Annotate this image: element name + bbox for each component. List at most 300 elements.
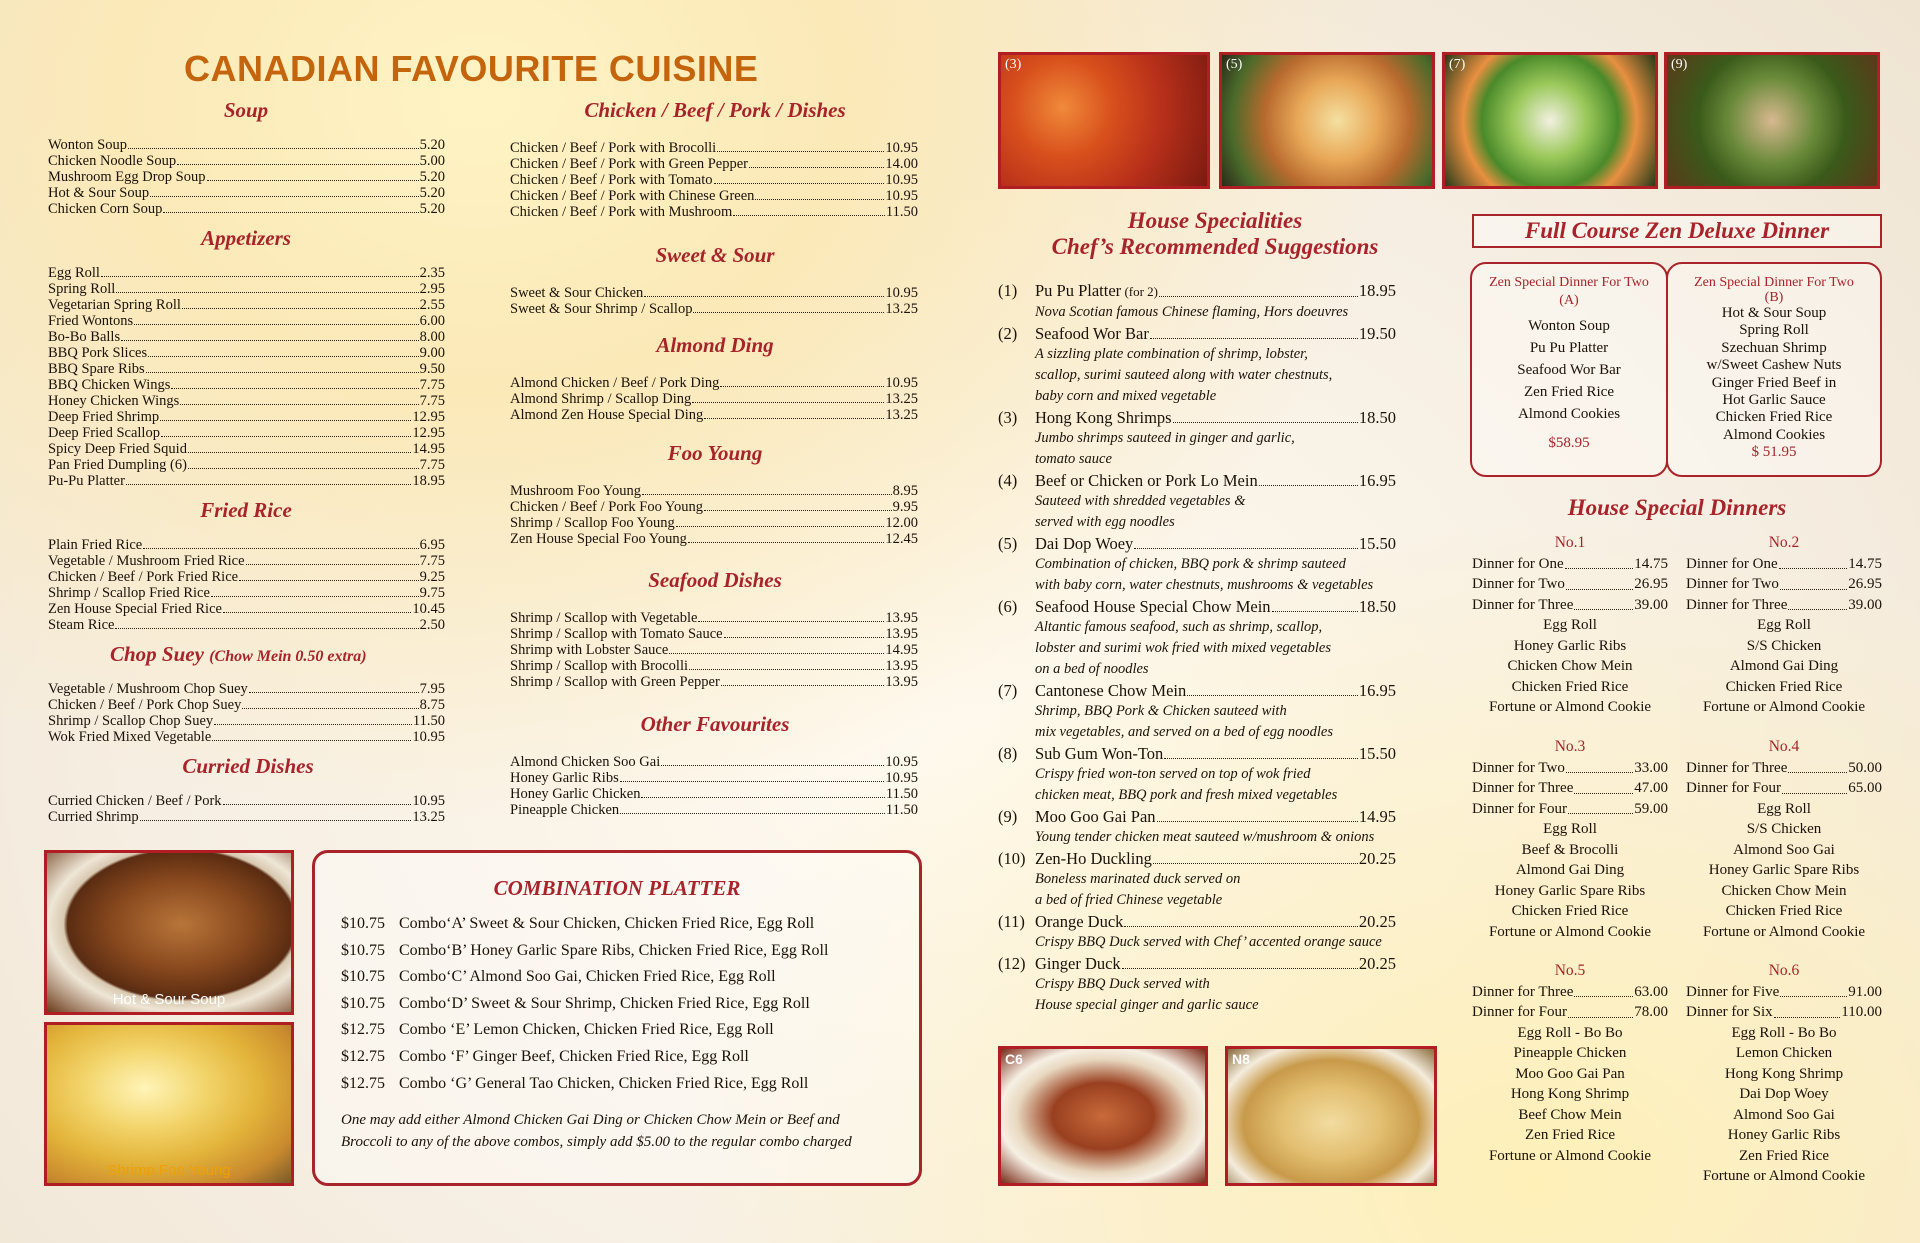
item-price: 14.95 (885, 642, 918, 658)
speciality-number: (11) (998, 912, 1025, 931)
dot-leader (620, 770, 885, 782)
dinner-item: Chicken Fried Rice (1511, 903, 1629, 919)
menu-item (510, 802, 918, 818)
combo-heading: COMBINATION PLATTER (493, 876, 741, 900)
item-price: 2.50 (419, 617, 445, 633)
dinner-item: Zen Fried Rice (1525, 1127, 1615, 1143)
item-price: 2.35 (419, 265, 445, 281)
dot-leader (246, 553, 419, 565)
dinner-price: 39.00 (1634, 596, 1668, 613)
dot-leader (214, 713, 412, 725)
speciality-number: (3) (998, 408, 1018, 427)
sweet-sour-heading: Sweet & Sour (655, 243, 775, 267)
item-price: 13.95 (885, 626, 918, 642)
dinner-no2 (1686, 533, 1882, 718)
speciality-row (998, 954, 1396, 974)
combination-platter-box (312, 850, 922, 1186)
menu-item (48, 345, 445, 361)
soup-heading: Soup (223, 98, 269, 122)
combo-price: $12.75 (341, 1074, 385, 1092)
speciality-price: 18.50 (1358, 408, 1396, 427)
menu-item (510, 515, 918, 531)
dinner-size: Dinner for Three (1472, 780, 1574, 796)
combo-desc: Combo ‘E’ Lemon Chicken, Chicken Fried Rice, Egg Roll (399, 1021, 774, 1039)
item-name: Sweet & Sour Shrimp / Scallop (510, 301, 693, 317)
speciality-row (998, 744, 1396, 764)
speciality-number: (9) (998, 807, 1018, 826)
house-dinners-heading: House Special Dinners (1567, 495, 1787, 520)
speciality-name: Pu Pu Platter (for 2) (1035, 281, 1159, 300)
item-price: 10.95 (412, 793, 445, 809)
item-price: 7.95 (419, 681, 445, 697)
photo-caption: Shrimp Foo Young (107, 1162, 231, 1179)
menu-item (48, 153, 445, 169)
dinner-size: Dinner for Four (1686, 780, 1781, 796)
item-price: 12.95 (412, 409, 445, 425)
dinner-price-row (1472, 982, 1668, 1003)
item-price: 7.75 (419, 393, 445, 409)
speciality-row (998, 849, 1396, 869)
item-price: 8.75 (419, 697, 445, 713)
dinner-size: Dinner for Five (1686, 983, 1780, 1000)
photo-7: (7) (1442, 52, 1658, 189)
dot-leader (717, 140, 884, 152)
dinner-price: 26.95 (1848, 576, 1882, 592)
dinner-price: 14.75 (1634, 555, 1668, 572)
dinner-price: 39.00 (1848, 596, 1882, 613)
item-name: Pu-Pu Platter (48, 473, 125, 489)
dot-leader (160, 409, 411, 421)
chop-suey-heading: Chop Suey (Chow Mein 0.50 extra) (110, 642, 367, 666)
menu-item (510, 188, 918, 204)
speciality-item (998, 912, 1396, 953)
menu-item (510, 301, 918, 317)
speciality-name: Seafood House Special Chow Mein (1035, 597, 1271, 616)
item-price: 11.50 (885, 802, 918, 818)
dinner-size: Dinner for One (1686, 555, 1778, 572)
dot-leader (161, 425, 411, 437)
menu-item (510, 204, 918, 220)
speciality-row (998, 912, 1396, 932)
menu-item (48, 601, 445, 617)
combo-desc: Combo‘A’ Sweet & Sour Chicken, Chicken Fried Rice, Egg Roll (399, 915, 815, 932)
item-price: 10.95 (885, 188, 918, 204)
dot-leader (676, 515, 885, 527)
photo-5: (5) (1219, 52, 1435, 189)
item-name: Shrimp / Scallop with Vegetable (510, 610, 698, 626)
shrimp-foo-young-photo (44, 1022, 294, 1186)
curried-list (48, 793, 445, 825)
speciality-number: (10) (998, 849, 1026, 868)
appetizers-heading: Appetizers (201, 226, 291, 250)
item-price: 12.00 (885, 515, 918, 531)
dot-leader (1565, 554, 1634, 570)
dot-leader (755, 188, 884, 200)
dinner-item: Pineapple Chicken (1513, 1045, 1627, 1061)
dinner-number: No.4 (1768, 738, 1800, 755)
item-name: Chicken / Beef / Pork with Mushroom (510, 204, 733, 220)
dot-leader (211, 585, 419, 597)
menu-item (510, 786, 918, 802)
combo-item (341, 938, 919, 965)
dot-leader (620, 802, 885, 814)
dot-leader (724, 626, 885, 638)
dot-leader (1782, 778, 1847, 794)
dot-leader (1574, 778, 1633, 794)
dinner-price-row (1686, 758, 1882, 779)
dot-leader (1187, 681, 1358, 696)
photo-9: (9) (1664, 52, 1880, 189)
dot-leader (698, 610, 884, 622)
dinner-item: Egg Roll (1757, 800, 1811, 817)
list-line: Zen Fried Rice (1524, 384, 1614, 400)
speciality-price: 15.50 (1358, 534, 1396, 553)
seafood-list (510, 610, 918, 690)
dot-leader (669, 642, 884, 654)
item-price: 12.45 (885, 531, 918, 547)
combo-item (341, 1044, 919, 1071)
dinner-item: Chicken Chow Mein (1507, 658, 1633, 674)
dot-leader (689, 658, 884, 670)
speciality-price: 16.95 (1358, 681, 1396, 700)
almond-ding-list (510, 375, 918, 423)
speciality-item (998, 681, 1396, 743)
list-line: Hot Garlic Sauce (1722, 392, 1826, 409)
dot-leader (1153, 849, 1358, 864)
menu-item (510, 285, 918, 301)
dinner-item: Egg Roll (1543, 821, 1597, 837)
menu-item (510, 642, 918, 658)
dot-leader (644, 285, 884, 297)
speciality-desc: Shrimp, BBQ Pork & Chicken sauteed with (1035, 703, 1287, 719)
speciality-row (998, 597, 1396, 617)
dinner-item: Chicken Chow Mein (1721, 882, 1847, 899)
speciality-price: 19.50 (1358, 324, 1396, 343)
dinner-price: 110.00 (1841, 1004, 1882, 1020)
item-price: 11.50 (412, 713, 445, 729)
combo-desc: Combo‘C’ Almond Soo Gai, Chicken Fried Rice, Egg Roll (399, 968, 776, 986)
menu-item (48, 297, 445, 313)
dot-leader (146, 361, 419, 373)
speciality-number: (5) (998, 534, 1018, 553)
menu-item (48, 713, 445, 729)
other-heading: Other Favourites (640, 712, 790, 736)
speciality-desc: a bed of fried Chinese vegetable (1035, 892, 1223, 908)
list-line: Spring Roll (1739, 322, 1809, 339)
item-price: 5.20 (419, 137, 445, 153)
item-name: Chicken / Beef / Pork with Tomato (510, 172, 713, 188)
menu-item (48, 425, 445, 441)
dinner-item: Fortune or Almond Cookie (1702, 699, 1866, 715)
dinner-number: No.3 (1554, 738, 1586, 755)
dinner-size: Dinner for Four (1472, 800, 1567, 817)
dot-leader (134, 313, 418, 325)
dinner-price-row (1686, 778, 1882, 799)
item-name: BBQ Chicken Wings (48, 377, 171, 393)
menu-item (48, 729, 445, 745)
item-name: Almond Shrimp / Scallop Ding (510, 391, 692, 407)
deluxe-dinner-b: Zen Special Dinner For Two (B) Hot & Sour Soup Spring Roll Szechuan Shrimp w/Sweet Cashew Nuts Ginger Fried Beef in Hot Garlic Sauce Chicken Fried Rice Almond Cookies $ 51.95 (1666, 262, 1882, 477)
dot-leader (1173, 408, 1358, 423)
item-name: Shrimp / Scallop Fried Rice (48, 585, 210, 601)
item-name: Chicken / Beef / Pork with Brocolli (510, 140, 717, 156)
speciality-number: (4) (998, 471, 1018, 490)
dinner-item: Egg Roll (1757, 617, 1811, 633)
item-price: 9.00 (419, 345, 445, 361)
speciality-desc: Crispy BBQ Duck served with Chef’ accented orange sauce (1035, 934, 1382, 950)
speciality-item (998, 807, 1396, 848)
item-price: 18.95 (412, 473, 445, 489)
dot-leader (1159, 281, 1358, 297)
dot-leader (1568, 1002, 1633, 1018)
item-price: 6.95 (419, 537, 445, 553)
dot-leader (171, 377, 418, 389)
item-price: 7.75 (419, 553, 445, 569)
item-name: Shrimp / Scallop with Brocolli (510, 658, 689, 674)
menu-title: CANADIAN FAVOURITE CUISINE (184, 48, 759, 89)
speciality-desc: Sauteed with shredded vegetables & (1035, 493, 1246, 509)
menu-item (510, 140, 918, 156)
speciality-row (998, 534, 1396, 554)
dot-leader (1780, 574, 1847, 590)
list-line: Seafood Wor Bar (1517, 362, 1621, 378)
combo-price: $12.75 (341, 1047, 385, 1065)
photo-caption: Hot & Sour Soup (112, 991, 226, 1008)
dot-leader (188, 441, 411, 453)
photo-c6: C6 (998, 1046, 1208, 1186)
dinner-price-row (1472, 1002, 1668, 1023)
deluxe-b-items (1668, 305, 1880, 444)
speciality-desc: baby corn and mixed vegetable (1035, 388, 1217, 404)
dinner-item: Beef & Brocolli (1521, 841, 1619, 858)
dinner-price-row (1686, 554, 1882, 575)
speciality-desc: tomato sauce (1035, 451, 1112, 467)
item-price: 11.50 (885, 786, 918, 802)
speciality-name: Ginger Duck (1035, 954, 1121, 973)
dot-leader (720, 375, 884, 387)
dot-leader (180, 393, 418, 405)
speciality-name: Seafood Wor Bar (1035, 324, 1149, 343)
dot-leader (642, 483, 892, 495)
dot-leader (239, 569, 419, 581)
dinner-item: Chicken Fried Rice (1725, 903, 1843, 919)
dinner-item: Egg Roll (1543, 617, 1597, 633)
item-name: Vegetable / Mushroom Fried Rice (48, 553, 245, 569)
speciality-number: (8) (998, 744, 1018, 763)
menu-item (510, 391, 918, 407)
item-name: Chicken / Beef / Pork Chop Suey (48, 697, 242, 713)
speciality-desc: Crispy fried won-ton served on top of wok fried (1035, 766, 1311, 782)
hot-sour-soup-photo (44, 850, 294, 1015)
item-price: 13.25 (885, 391, 918, 407)
menu-item (510, 658, 918, 674)
dinner-price-row (1472, 595, 1668, 616)
dinner-no6 (1686, 961, 1882, 1187)
chef-suggestions-heading: Chef’s Recommended Suggestions (1051, 234, 1379, 259)
item-price: 13.95 (885, 674, 918, 690)
dinner-size: Dinner for Three (1472, 596, 1574, 613)
dinner-price: 26.95 (1634, 576, 1668, 592)
item-name: Spicy Deep Fried Squid (48, 441, 187, 457)
speciality-item (998, 597, 1396, 680)
list-line: Pu Pu Platter (1529, 340, 1609, 356)
dot-leader (704, 499, 892, 511)
dinner-size: Dinner for Two (1686, 576, 1779, 592)
combo-price: $10.75 (341, 915, 385, 932)
menu-item (48, 617, 445, 633)
dinner-price-row (1472, 574, 1668, 595)
item-name: Zen House Special Fried Rice (48, 601, 222, 617)
appetizers-list (48, 265, 445, 489)
dinner-price: 78.00 (1634, 1004, 1668, 1020)
dinner-item: Honey Garlic Spare Ribs (1708, 862, 1860, 878)
item-price: 5.20 (419, 201, 445, 217)
item-name: Curried Chicken / Beef / Pork (48, 793, 222, 809)
dinner-no3 (1472, 737, 1668, 942)
speciality-price: 20.25 (1358, 849, 1396, 868)
menu-item (48, 473, 445, 489)
list-line: Chicken Fried Rice (1715, 409, 1833, 426)
item-name: Almond Chicken Soo Gai (510, 754, 661, 770)
combo-price: $10.75 (341, 994, 385, 1012)
dot-leader (182, 297, 419, 309)
menu-item (510, 531, 918, 547)
speciality-item (998, 534, 1396, 596)
item-name: Shrimp / Scallop with Green Pepper (510, 674, 720, 690)
photo-n8: N8 (1225, 1046, 1437, 1186)
dot-leader (177, 153, 419, 165)
speciality-name: Beef or Chicken or Pork Lo Mein (1035, 471, 1258, 490)
speciality-desc: Boneless marinated duck served on (1035, 871, 1241, 887)
speciality-desc: mix vegetables, and served on a bed of egg noodles (1035, 724, 1333, 740)
dot-leader (1566, 574, 1633, 590)
item-name: BBQ Pork Slices (48, 345, 148, 361)
dot-leader (126, 473, 411, 485)
seafood-heading: Seafood Dishes (648, 568, 782, 592)
dinner-item: Almond Soo Gai (1733, 1106, 1835, 1123)
dot-leader (212, 729, 411, 741)
house-specialities-heading: House Specialities (1127, 208, 1303, 233)
item-price: 10.45 (412, 601, 445, 617)
menu-item (510, 626, 918, 642)
photo-3: (3) (998, 52, 1210, 189)
menu-item (48, 681, 445, 697)
item-price: 10.95 (885, 285, 918, 301)
menu-item (510, 754, 918, 770)
dot-leader (688, 531, 885, 543)
dinner-item: Hong Kong Shrimp (1724, 1065, 1844, 1082)
dot-leader (1568, 799, 1633, 815)
item-name: Hot & Sour Soup (48, 185, 150, 201)
speciality-desc: Altantic famous seafood, such as shrimp, scallop, (1035, 619, 1323, 635)
dot-leader (749, 156, 884, 168)
list-line: Hot & Sour Soup (1721, 305, 1827, 321)
item-price: 13.95 (885, 658, 918, 674)
dinner-number: No.5 (1554, 962, 1586, 979)
dinner-size: Dinner for Three (1686, 596, 1788, 613)
menu-item (48, 377, 445, 393)
menu-item (48, 361, 445, 377)
dinner-price-row (1472, 554, 1668, 575)
dinner-item: Chicken Fried Rice (1511, 678, 1629, 695)
combo-note: One may add either Almond Chicken Gai Ding or Chicken Chow Mein or Beef and Broccoli to any of the above combos, simply add $5.00 to the regular combo charged (341, 1112, 852, 1151)
speciality-row (998, 681, 1396, 701)
dinner-item: Fortune or Almond Cookie (1702, 1168, 1866, 1184)
dinner-item: Egg Roll - Bo Bo (1731, 1024, 1837, 1041)
deluxe-heading: Full Course Zen Deluxe Dinner (1524, 218, 1830, 243)
speciality-desc: served with egg noodles (1035, 514, 1175, 530)
menu-item (48, 281, 445, 297)
almond-ding-heading: Almond Ding (656, 333, 774, 357)
dot-leader (733, 204, 885, 216)
speciality-row (998, 281, 1396, 302)
item-price: 8.95 (892, 483, 918, 499)
dinner-item: S/S Chicken (1746, 821, 1822, 837)
item-name: Shrimp / Scallop Foo Young (510, 515, 675, 531)
menu-item (48, 409, 445, 425)
dot-leader (1566, 758, 1633, 774)
combo-desc: Combo ‘F’ Ginger Beef, Chicken Fried Rice, Egg Roll (399, 1047, 749, 1065)
item-name: Chicken Corn Soup (48, 201, 163, 217)
dinner-size: Dinner for Four (1472, 1004, 1567, 1020)
menu-item (48, 185, 445, 201)
speciality-name: Cantonese Chow Mein (1035, 681, 1187, 700)
dinner-price-row (1472, 758, 1668, 779)
list-line: Szechuan Shrimp (1721, 339, 1827, 356)
dot-leader (692, 391, 884, 403)
speciality-desc: A sizzling plate combination of shrimp, lobster, (1035, 346, 1308, 362)
foo-young-list (510, 483, 918, 547)
dot-leader (115, 617, 418, 629)
dinner-size: Dinner for Two (1472, 759, 1565, 776)
dinner-item: Hong Kong Shrimp (1510, 1086, 1630, 1102)
menu-item (48, 793, 445, 809)
menu-item (510, 483, 918, 499)
item-name: Wonton Soup (48, 137, 127, 153)
item-price: 10.95 (885, 754, 918, 770)
speciality-price: 20.25 (1358, 954, 1396, 973)
item-price: 5.20 (419, 185, 445, 201)
dinner-item: Fortune or Almond Cookie (1488, 923, 1652, 940)
item-price: 5.00 (419, 153, 445, 169)
speciality-price: 16.95 (1358, 471, 1396, 490)
menu-item (48, 585, 445, 601)
dinner-size: Dinner for Six (1686, 1004, 1773, 1020)
dot-leader (1574, 595, 1633, 611)
dinner-price-row (1472, 799, 1668, 820)
dot-leader (1788, 758, 1847, 774)
item-name: Sweet & Sour Chicken (510, 285, 644, 301)
dot-leader (721, 674, 885, 686)
dot-leader (101, 265, 419, 277)
dot-leader (1134, 534, 1358, 549)
dinner-item: Fortune or Almond Cookie (1488, 699, 1652, 715)
menu-item (510, 407, 918, 423)
speciality-item (998, 471, 1396, 533)
dot-leader (1157, 807, 1358, 822)
speciality-name: Hong Kong Shrimps (1035, 408, 1172, 427)
dot-leader (148, 345, 419, 357)
item-name: Plain Fried Rice (48, 537, 143, 553)
dot-leader (1150, 324, 1358, 339)
item-name: Shrimp with Lobster Sauce (510, 642, 669, 658)
combo-list (341, 911, 919, 1097)
list-line: Ginger Fried Beef in (1711, 374, 1837, 391)
dinner-item: Chicken Fried Rice (1725, 678, 1843, 695)
speciality-item (998, 324, 1396, 407)
dinner-item: Zen Fried Rice (1739, 1147, 1829, 1164)
dinner-number: No.2 (1768, 534, 1800, 551)
